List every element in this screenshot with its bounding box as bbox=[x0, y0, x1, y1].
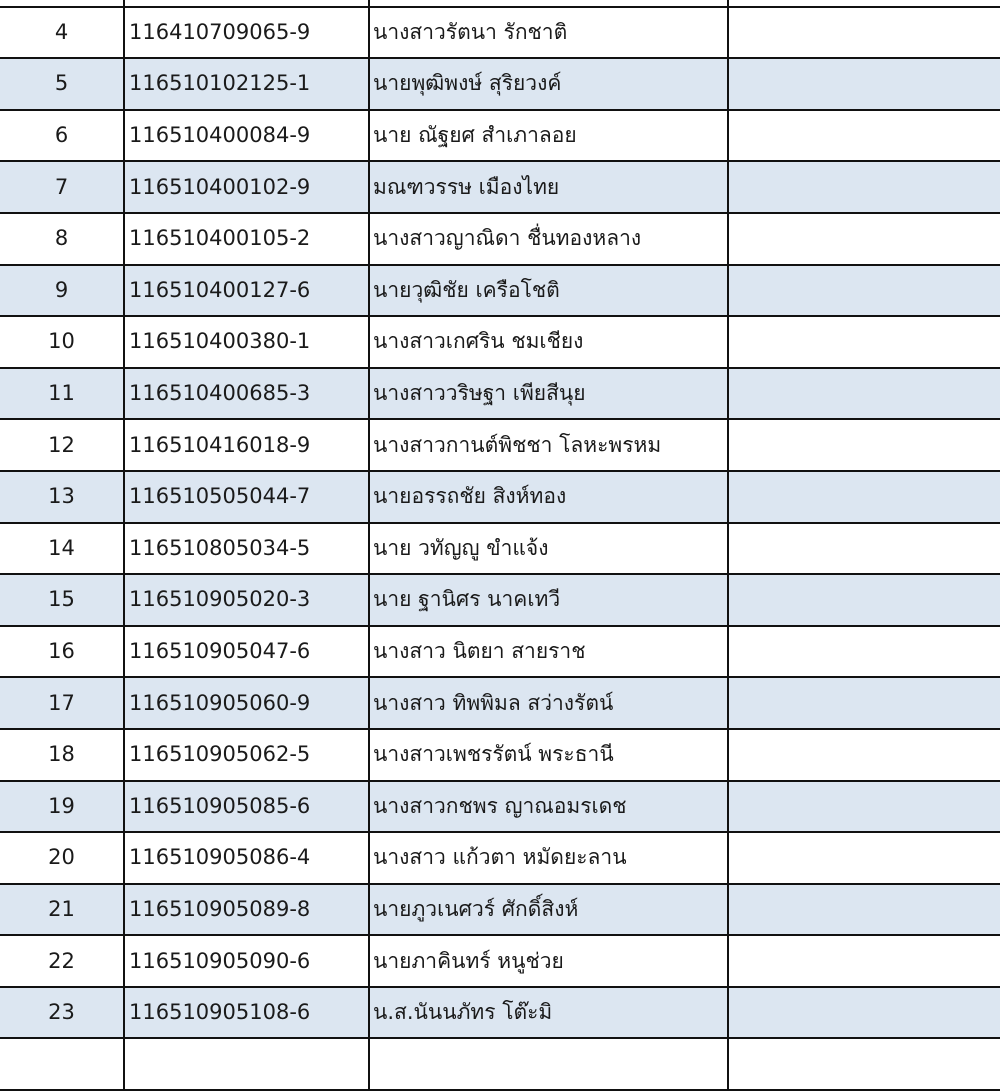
student-id: 116410709065-9 bbox=[124, 7, 369, 59]
table-row bbox=[0, 161, 1000, 213]
table-row bbox=[0, 1038, 1000, 1090]
student-id: 116510905020-3 bbox=[124, 574, 369, 626]
row-number: 9 bbox=[0, 265, 124, 317]
student-name: นายภูวเนศวร์ ศักดิ์สิงห์ bbox=[369, 884, 728, 936]
student-name bbox=[369, 0, 728, 7]
student-name: มณฑวรรษ เมืองไทย bbox=[369, 161, 728, 213]
student-name: นางสาววริษฐา เพียสีนุย bbox=[369, 368, 728, 420]
blank-cell bbox=[728, 781, 1000, 833]
row-number: 22 bbox=[0, 935, 124, 987]
student-id: 116510905108-6 bbox=[124, 987, 369, 1039]
student-name: นางสาวญาณิดา ชื่นทองหลาง bbox=[369, 213, 728, 265]
student-id: 116510400685-3 bbox=[124, 368, 369, 420]
row-number: 6 bbox=[0, 110, 124, 162]
table-row bbox=[0, 523, 1000, 575]
row-number: 19 bbox=[0, 781, 124, 833]
student-name: นาย ณัฐยศ สำเภาลอย bbox=[369, 110, 728, 162]
row-number bbox=[0, 0, 124, 7]
student-id: 116510102125-1 bbox=[124, 58, 369, 110]
row-number: 10 bbox=[0, 316, 124, 368]
blank-cell bbox=[728, 987, 1000, 1039]
student-id: 116510400084-9 bbox=[124, 110, 369, 162]
row-number: 12 bbox=[0, 419, 124, 471]
blank-cell bbox=[728, 1038, 1000, 1090]
student-id: 116510905086-4 bbox=[124, 832, 369, 884]
row-number: 17 bbox=[0, 677, 124, 729]
table-row bbox=[0, 213, 1000, 265]
student-id: 116510905090-6 bbox=[124, 935, 369, 987]
table-row bbox=[0, 574, 1000, 626]
student-id: 116510505044-7 bbox=[124, 471, 369, 523]
row-number: 23 bbox=[0, 987, 124, 1039]
row-number: 8 bbox=[0, 213, 124, 265]
student-name: นายอรรถชัย สิงห์ทอง bbox=[369, 471, 728, 523]
table-row bbox=[0, 58, 1000, 110]
student-id bbox=[124, 0, 369, 7]
student-name: นาย วทัญญู ขำแจ้ง bbox=[369, 523, 728, 575]
row-number: 7 bbox=[0, 161, 124, 213]
student-id: 116510905047-6 bbox=[124, 626, 369, 678]
table-row bbox=[0, 832, 1000, 884]
row-number: 13 bbox=[0, 471, 124, 523]
student-name: นางสาวเกศริน ชมเชียง bbox=[369, 316, 728, 368]
table-row bbox=[0, 7, 1000, 59]
student-id: 116510416018-9 bbox=[124, 419, 369, 471]
student-name bbox=[369, 1038, 728, 1090]
table-row bbox=[0, 368, 1000, 420]
blank-cell bbox=[728, 935, 1000, 987]
table-row bbox=[0, 884, 1000, 936]
blank-cell bbox=[728, 368, 1000, 420]
student-name: นายพุฒิพงษ์ สุริยวงค์ bbox=[369, 58, 728, 110]
student-id: 116510905062-5 bbox=[124, 729, 369, 781]
student-id: 116510400102-9 bbox=[124, 161, 369, 213]
student-name: น.ส.นันนภัทร โต๊ะมิ bbox=[369, 987, 728, 1039]
blank-cell bbox=[728, 884, 1000, 936]
blank-cell bbox=[728, 7, 1000, 59]
table-row bbox=[0, 935, 1000, 987]
student-name: นางสาวเพชรรัตน์ พระธานี bbox=[369, 729, 728, 781]
blank-cell bbox=[728, 58, 1000, 110]
blank-cell bbox=[728, 523, 1000, 575]
student-id bbox=[124, 1038, 369, 1090]
table-row bbox=[0, 626, 1000, 678]
table-row bbox=[0, 110, 1000, 162]
table-row bbox=[0, 987, 1000, 1039]
blank-cell bbox=[728, 626, 1000, 678]
table-row bbox=[0, 265, 1000, 317]
row-number: 21 bbox=[0, 884, 124, 936]
blank-cell bbox=[728, 161, 1000, 213]
student-id: 116510400380-1 bbox=[124, 316, 369, 368]
row-number: 14 bbox=[0, 523, 124, 575]
student-id: 116510905085-6 bbox=[124, 781, 369, 833]
blank-cell bbox=[728, 677, 1000, 729]
student-id: 116510400127-6 bbox=[124, 265, 369, 317]
blank-cell bbox=[728, 419, 1000, 471]
blank-cell bbox=[728, 0, 1000, 7]
blank-cell bbox=[728, 265, 1000, 317]
table-row bbox=[0, 0, 1000, 7]
row-number: 4 bbox=[0, 7, 124, 59]
row-number: 5 bbox=[0, 58, 124, 110]
row-number: 11 bbox=[0, 368, 124, 420]
student-name: นายภาคินทร์ หนูช่วย bbox=[369, 935, 728, 987]
student-id: 116510905089-8 bbox=[124, 884, 369, 936]
blank-cell bbox=[728, 316, 1000, 368]
row-number bbox=[0, 1038, 124, 1090]
blank-cell bbox=[728, 729, 1000, 781]
student-id: 116510400105-2 bbox=[124, 213, 369, 265]
table-row bbox=[0, 316, 1000, 368]
table-row bbox=[0, 729, 1000, 781]
student-name: นางสาว ทิพพิมล สว่างรัตน์ bbox=[369, 677, 728, 729]
student-id: 116510805034-5 bbox=[124, 523, 369, 575]
student-name: นางสาว แก้วตา หมัดยะลาน bbox=[369, 832, 728, 884]
blank-cell bbox=[728, 574, 1000, 626]
student-name: นาย ฐานิศร นาคเทวี bbox=[369, 574, 728, 626]
table-row bbox=[0, 677, 1000, 729]
blank-cell bbox=[728, 110, 1000, 162]
student-name: นางสาว นิตยา สายราช bbox=[369, 626, 728, 678]
row-number: 15 bbox=[0, 574, 124, 626]
student-name: นางสาวรัตนา รักชาติ bbox=[369, 7, 728, 59]
student-name: นางสาวกานต์พิชชา โลหะพรหม bbox=[369, 419, 728, 471]
blank-cell bbox=[728, 832, 1000, 884]
blank-cell bbox=[728, 213, 1000, 265]
row-number: 18 bbox=[0, 729, 124, 781]
row-number: 20 bbox=[0, 832, 124, 884]
table-row bbox=[0, 781, 1000, 833]
row-number: 16 bbox=[0, 626, 124, 678]
blank-cell bbox=[728, 471, 1000, 523]
student-id: 116510905060-9 bbox=[124, 677, 369, 729]
student-name: นางสาวกชพร ญาณอมรเดช bbox=[369, 781, 728, 833]
table-row bbox=[0, 471, 1000, 523]
student-name: นายวุฒิชัย เครือโชติ bbox=[369, 265, 728, 317]
table-row bbox=[0, 419, 1000, 471]
